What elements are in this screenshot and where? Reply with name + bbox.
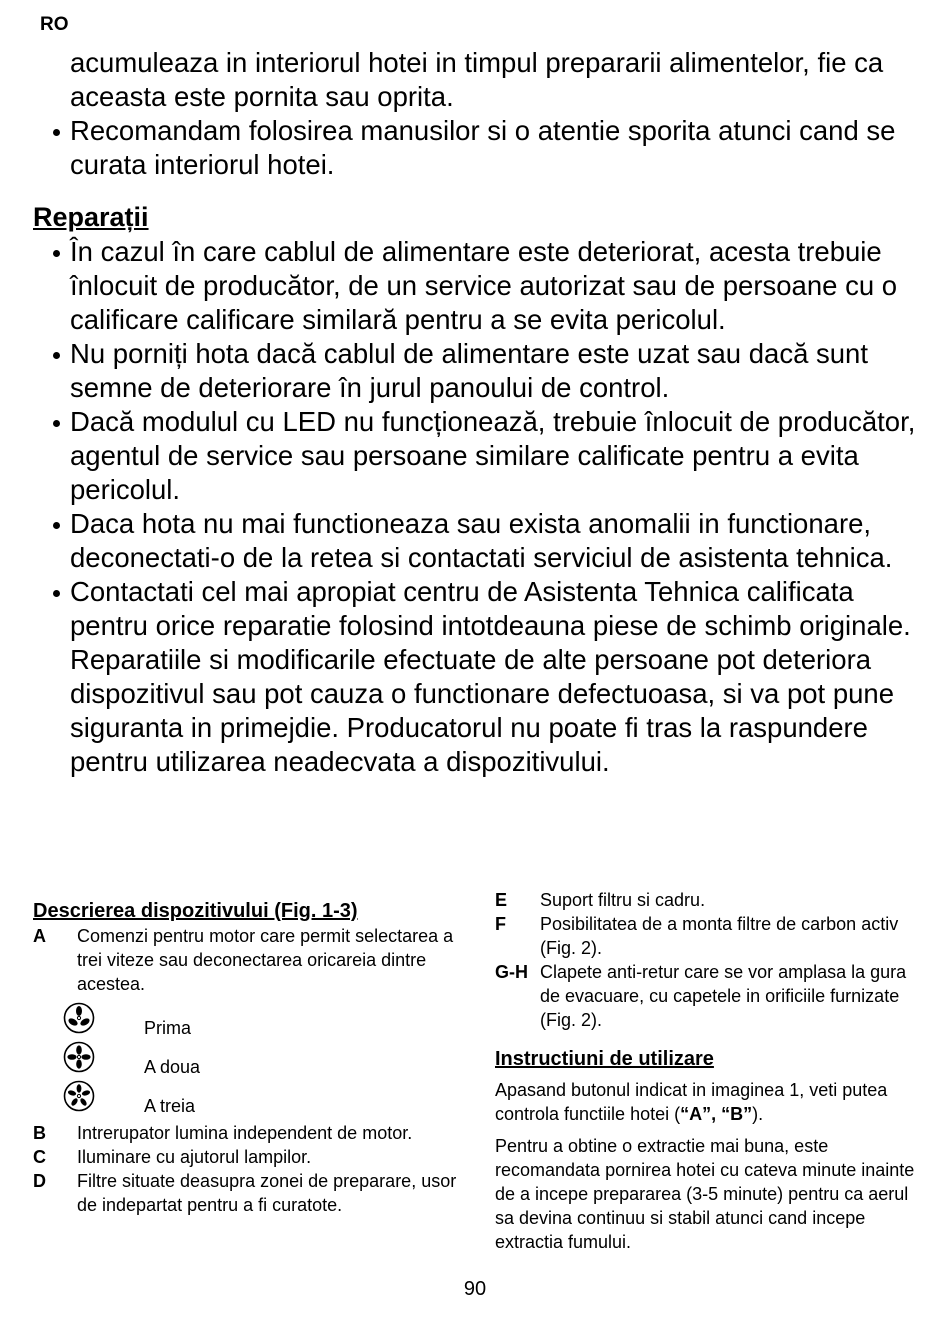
item-key: F xyxy=(495,914,506,934)
language-code: RO xyxy=(40,14,69,35)
item-text: Comenzi pentru motor care permit selectarea a trei viteze sau deconectarea oricareia dintre acestea. xyxy=(77,926,454,994)
page-number: 90 xyxy=(463,1278,487,1300)
fan-speed-1-icon xyxy=(63,1002,95,1034)
item-key: C xyxy=(33,1147,46,1167)
repairs-bullet-4: Daca hota nu mai functioneaza sau exista anomalii in functionare, deconectati-o de la retea si contactati serviciul de asistenta tehnica. xyxy=(33,507,923,575)
item-key: G-H xyxy=(495,962,528,982)
usage-paragraph-1 xyxy=(495,1078,920,1126)
item-key: B xyxy=(33,1123,46,1143)
usage-p1-start: Apasand butonul indicat in imaginea 1, veti putea controla functiile hotei ( xyxy=(495,1080,888,1124)
item-text: Filtre situate deasupra zonei de preparare, usor de indepartat pentru a fi curatote. xyxy=(77,1171,457,1215)
speed-label: A doua xyxy=(144,1057,201,1077)
item-text: Intrerupator lumina independent de motor. xyxy=(77,1123,413,1143)
usage-p1-end: ). xyxy=(752,1104,764,1124)
item-text: Suport filtru si cadru. xyxy=(540,890,706,910)
usage-paragraph-2: Pentru a obtine o extractie mai buna, este recomandata pornirea hotei cu cateva minute inainte de a incepe prepararea (3-5 minute) pentru ca aerul sa devina continuu si stabil atunci cand incepe extractia fumului. xyxy=(495,1136,915,1252)
usage-p1-bold: “A”, “B” xyxy=(680,1104,753,1124)
item-key: E xyxy=(495,890,508,910)
speed-row-2 xyxy=(33,1041,463,1080)
description-heading: Descrierea dispozitivului (Fig. 1-3) xyxy=(33,900,358,922)
repairs-bullet-5: Contactati cel mai apropiat centru de Asistenta Tehnica calificata pentru orice reparatie folosind intotdeauna piese de schimb originale. Reparatiile si modificarile efectuate de alte persoane pot deteriora dispozitivul sau pot cauza o functionare defectuoasa, si va pot pune siguranta in primejdie. Producatorul nu poate fi tras la raspundere pentru utilizarea neadecvata a dispozitivului. xyxy=(33,575,923,779)
fan-speed-2-icon xyxy=(63,1041,95,1073)
repairs-bullet-3: Dacă modulul cu LED nu funcționează, trebuie înlocuit de producător, agentul de service sau persoane similare calificate pentru a evita pericolul. xyxy=(33,405,923,507)
item-key: A xyxy=(33,926,46,946)
item-key: D xyxy=(33,1171,46,1191)
item-d xyxy=(33,1169,463,1217)
speed-label: A treia xyxy=(144,1096,196,1116)
item-text: Iluminare cu ajutorul lampilor. xyxy=(77,1147,312,1167)
item-text: Posibilitatea de a monta filtre de carbon activ (Fig. 2). xyxy=(540,914,899,958)
usage-heading: Instructiuni de utilizare xyxy=(495,1048,714,1070)
item-c xyxy=(33,1145,463,1169)
fan-speed-3-icon xyxy=(63,1080,95,1112)
repairs-bullet-1: În cazul în care cablul de alimentare este deteriorat, acesta trebuie înlocuit de producător, de un service autorizat sau de persoane cu o calificare calificare similară pentru a se evita pericolul. xyxy=(33,235,923,337)
item-e xyxy=(495,888,920,912)
repairs-bullet-2: Nu porniți hota dacă cablul de alimentare este uzat sau dacă sunt semne de deteriorare în jurul panoului de control. xyxy=(33,337,923,405)
intro-continuation: acumuleaza in interiorul hotei in timpul prepararii alimentelor, fie ca aceasta este pornita sau oprita. xyxy=(70,47,884,112)
speed-label: Prima xyxy=(144,1018,192,1038)
item-text: Clapete anti-retur care se vor amplasa la gura de evacuare, cu capetele in orificiile furnizate (Fig. 2). xyxy=(540,962,907,1030)
item-b xyxy=(33,1121,463,1145)
item-a xyxy=(33,924,463,996)
speed-row-1 xyxy=(33,1002,463,1041)
repairs-heading: Reparații xyxy=(33,202,149,232)
right-column xyxy=(495,888,920,1254)
item-g-h xyxy=(495,960,920,1032)
left-column xyxy=(33,888,463,1217)
speed-row-3 xyxy=(33,1080,463,1121)
intro-bullet: Recomandam folosirea manusilor si o atentie sporita atunci cand se curata interiorul hotei. xyxy=(33,114,923,182)
upper-section xyxy=(33,46,923,779)
item-f xyxy=(495,912,920,960)
